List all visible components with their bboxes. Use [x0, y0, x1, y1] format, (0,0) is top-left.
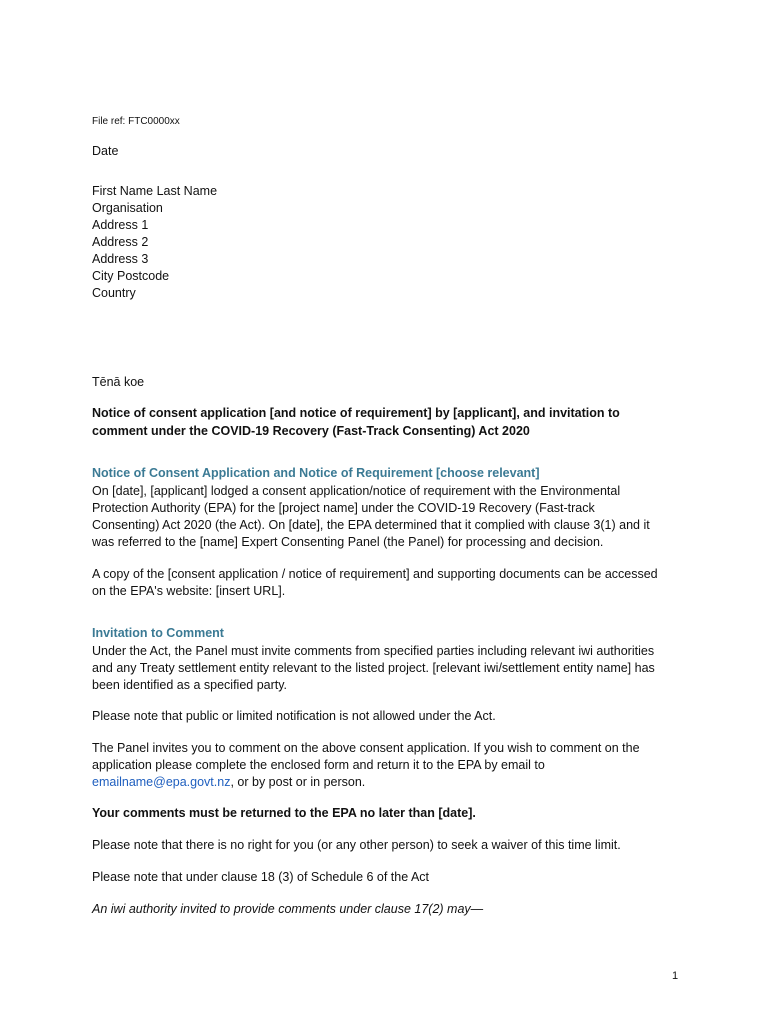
email-link[interactable]: emailname@epa.govt.nz: [92, 775, 231, 789]
clause-paragraph: [92, 869, 684, 886]
paragraph-line: Please note that public or limited notification is not allowed under the Act.: [92, 709, 496, 723]
address-line: Address 3: [92, 252, 149, 266]
date-field: Date: [92, 144, 119, 158]
paragraph-line: An iwi authority invited to provide comments under clause 17(2) may—: [92, 902, 484, 916]
iwi-paragraph: [92, 901, 684, 918]
paragraph-line: and any Treaty settlement entity relevant to the listed project. [relevant iwi/settlement entity name] has: [92, 661, 655, 675]
paragraph-line: was referred to the [name] Expert Consenting Panel (the Panel) for processing and decision.: [92, 535, 604, 549]
section-title-notice: Notice of Consent Application and Notice of Requirement [choose relevant]: [92, 466, 540, 480]
deadline-statement: [92, 805, 684, 822]
section-title-invitation: Invitation to Comment: [92, 626, 224, 640]
greeting: Tēnā koe: [92, 375, 145, 389]
file-reference: File ref: FTC0000xx: [92, 116, 180, 127]
page-number: 1: [672, 970, 679, 982]
address-line: Organisation: [92, 201, 163, 215]
notification-paragraph: [92, 708, 684, 725]
heading-line: comment under the COVID-19 Recovery (Fast-Track Consenting) Act 2020: [92, 423, 530, 438]
paragraph-line: Please note that under clause 18 (3) of Schedule 6 of the Act: [92, 870, 430, 884]
paragraph-line: On [date], [applicant] lodged a consent application/notice of requirement with the Environmental: [92, 484, 621, 498]
comment-invite-paragraph: [92, 740, 684, 791]
letter-heading: [92, 405, 682, 440]
paragraph-line: application please complete the enclosed form and return it to the EPA by email to: [92, 758, 545, 772]
paragraph-line: Protection Authority (EPA) for the [project name] under the COVID-19 Recovery (Fast-track: [92, 501, 595, 515]
paragraph-line: The Panel invites you to comment on the above consent application. If you wish to comment on the: [92, 741, 640, 755]
notice-paragraph: [92, 483, 684, 551]
paragraph-tail: , or by post or in person.: [230, 775, 366, 789]
address-line: City Postcode: [92, 269, 170, 283]
paragraph-line: [92, 774, 684, 791]
paragraph-line: Consenting) Act 2020 (the Act). On [date], the EPA determined that it complied with clause 3(1) and it: [92, 518, 650, 532]
heading-line: Notice of consent application [and notice of requirement] by [applicant], and invitation to: [92, 406, 620, 420]
address-line: First Name Last Name: [92, 184, 218, 198]
address-line: Address 2: [92, 235, 149, 249]
paragraph-line: Under the Act, the Panel must invite comments from specified parties including relevant iwi authorities: [92, 644, 655, 658]
documents-paragraph: [92, 566, 684, 600]
address-line: Country: [92, 286, 136, 300]
address-line: Address 1: [92, 218, 149, 232]
paragraph-line: on the EPA's website: [insert URL].: [92, 584, 286, 598]
recipient-address: [92, 183, 217, 302]
waiver-paragraph: [92, 837, 684, 854]
invitation-paragraph: [92, 643, 684, 694]
paragraph-line: A copy of the [consent application / notice of requirement] and supporting documents can be accessed: [92, 567, 658, 581]
paragraph-line: Your comments must be returned to the EPA no later than [date].: [92, 806, 476, 820]
paragraph-line: been identified as a specified party.: [92, 678, 288, 692]
paragraph-line: Please note that there is no right for you (or any other person) to seek a waiver of this time limit.: [92, 838, 621, 852]
